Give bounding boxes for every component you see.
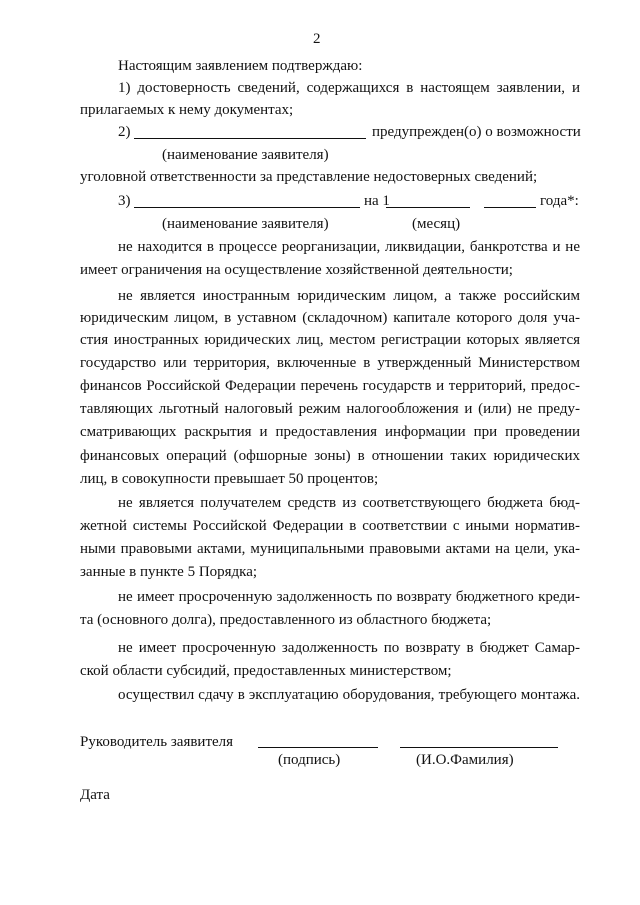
paragraph-line: ными правовыми актами, муниципальными правовыми актами на цели, ука- [80, 541, 580, 557]
paragraph-line: юридическим лицом, в уставном (складочном) капитале которого доля уча- [80, 310, 580, 326]
item3-on-date-text: на 1 [364, 193, 390, 209]
paragraph-line: ской области субсидий, предоставленных министерством; [80, 663, 452, 679]
paragraph-line: не имеет просроченную задолженность по возврату бюджетного креди- [118, 589, 580, 605]
item3-month-blank [386, 207, 470, 208]
paragraph-line: жетной системы Российской Федерации в соответствии с иными норматив- [80, 518, 580, 534]
page-number: 2 [313, 31, 321, 47]
paragraph-line: имеет ограничения на осуществление хозяйственной деятельности; [80, 262, 513, 278]
signature-blank [258, 747, 378, 748]
item1-line: 1) достоверность сведений, содержащихся в настоящем заявлении, и [118, 80, 580, 96]
paragraph-line: государство или территория, включенные в утвержденный Министерством [80, 355, 580, 371]
item2-warning-text: предупрежден(о) о возможности [372, 124, 581, 140]
item2-continuation: уголовной ответственности за представление недостоверных сведений; [80, 169, 538, 185]
item1-line: прилагаемых к нему документах; [80, 102, 294, 118]
item3-name-caption: (наименование заявителя) [162, 216, 329, 232]
item2-applicant-name-blank [134, 138, 366, 139]
item3-number: 3) [118, 193, 131, 209]
signature-caption: (подпись) [278, 752, 341, 768]
paragraph-line: осуществил сдачу в эксплуатацию оборудования, требующего монтажа. [118, 687, 580, 703]
name-caption: (И.О.Фамилия) [416, 752, 514, 768]
paragraph-line: занные в пункте 5 Порядка; [80, 564, 258, 580]
paragraph-line: не является иностранным юридическим лицом, а также российским [118, 288, 580, 304]
paragraph-line: тавляющих льготный налоговый режим налогообложения и (или) не преду- [80, 401, 580, 417]
paragraph-line: лиц, в совокупности превышает 50 процентов; [80, 471, 379, 487]
paragraph-line: не находится в процессе реорганизации, ликвидации, банкротства и не [118, 239, 580, 255]
item3-month-caption: (месяц) [412, 216, 461, 232]
paragraph-line: та (основного долга), предоставленного из областного бюджета; [80, 612, 492, 628]
paragraph-line: не имеет просроченную задолженность по возврату в бюджет Самар- [118, 640, 580, 656]
item3-year-text: года*: [540, 193, 579, 209]
name-blank [400, 747, 558, 748]
signature-label: Руководитель заявителя [80, 734, 234, 750]
item3-year-blank [484, 207, 536, 208]
paragraph-line: финансовых операций (офшорные зоны) в отношении таких юридических [80, 448, 580, 464]
item3-applicant-name-blank [134, 207, 360, 208]
paragraph-line: стия иностранных юридических лиц, местом регистрации которых является [80, 332, 580, 348]
date-label: Дата [80, 787, 110, 803]
item2-number: 2) [118, 124, 131, 140]
paragraph-line: сматривающих раскрытия и предоставления информации при проведении [80, 424, 580, 440]
intro-line: Настоящим заявлением подтверждаю: [118, 58, 363, 74]
item2-name-caption: (наименование заявителя) [162, 147, 329, 163]
paragraph-line: не является получателем средств из соответствующего бюджета бюд- [118, 495, 580, 511]
paragraph-line: финансов Российской Федерации перечень государств и территорий, предос- [80, 378, 580, 394]
